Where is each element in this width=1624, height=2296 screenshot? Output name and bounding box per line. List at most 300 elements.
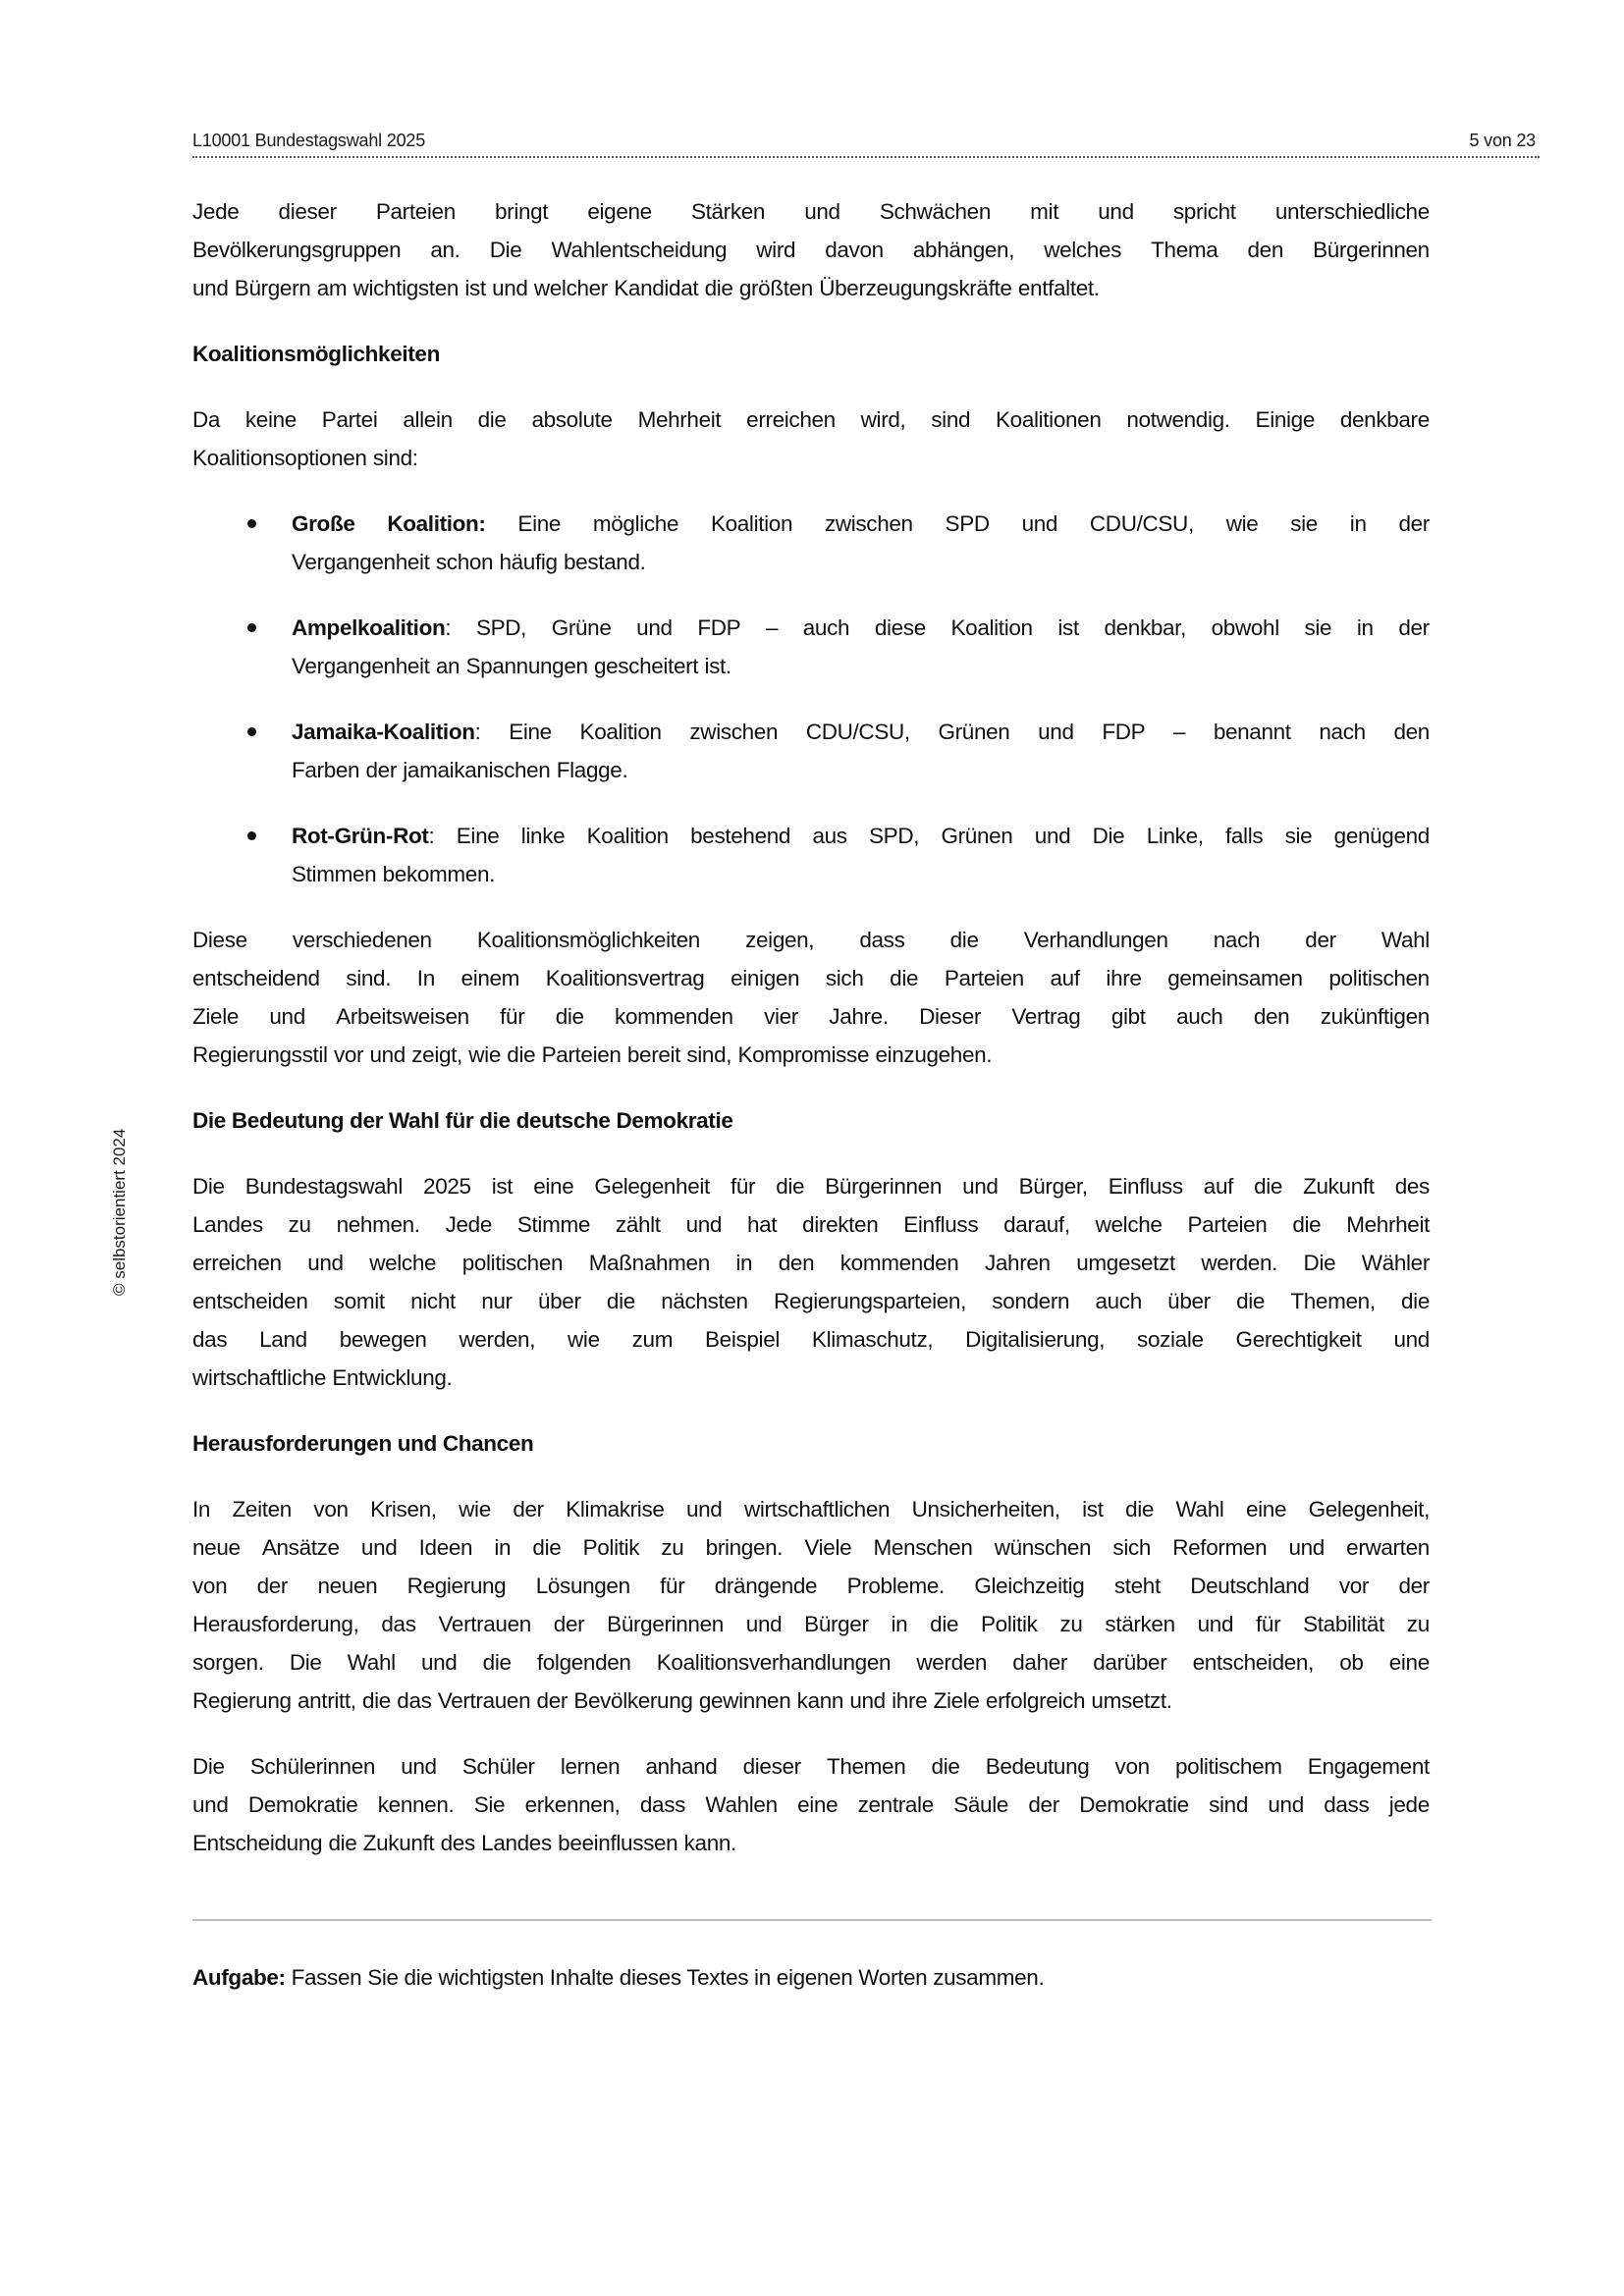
word: Ideen [418,1535,473,1560]
word: Schwächen [879,199,992,224]
word: den [1247,238,1284,262]
text-line [192,1824,1430,1862]
text-line [192,921,1430,959]
word: Stabilität [1303,1612,1384,1636]
paragraph [192,1167,1430,1397]
word: Demokratie [247,1792,358,1817]
word: die [1236,1289,1266,1313]
word: Bevölkerung [573,1688,693,1713]
word: obwohl [1211,615,1279,640]
word: anhand [645,1754,718,1779]
word: sich [1112,1535,1152,1560]
word: Überzeugungskräfte [819,276,1012,300]
word: Verhandlungen [1023,928,1168,952]
word: sich [825,966,864,990]
word: direkten [802,1212,879,1237]
word: Parteien [944,966,1024,990]
word: und [369,1042,406,1067]
word: gibt [1110,1004,1146,1029]
word: der [256,1574,289,1598]
word: Menschen [873,1535,973,1560]
word: Ziele [192,1004,240,1029]
word: und [307,1251,344,1275]
word: Bundestagswahl [244,1174,403,1199]
word: wirtschaftliche [192,1365,327,1390]
word: denkbar, [1104,615,1186,640]
word: ihre [892,1688,928,1713]
word: Wahlentscheidung [551,238,728,262]
text-line [292,609,1430,647]
word: von [313,1497,349,1522]
word: Mehrheit [637,407,722,432]
word: und [1021,511,1058,536]
word: sind [1209,1792,1249,1817]
word: werden [916,1650,988,1675]
word: zu [288,1212,311,1237]
word: an [435,654,460,678]
word: sie [1304,615,1332,640]
word: einem [460,966,520,990]
word: Probleme. [846,1574,945,1598]
word: der [1305,928,1336,952]
word: am [316,276,348,300]
word: sind. [346,966,392,990]
word: politischem [1174,1754,1282,1779]
word: Koalition [586,824,669,848]
word: bewegen [339,1327,427,1352]
word: Entscheidung [192,1831,323,1855]
word: welches [1044,238,1122,262]
word: sie [1284,824,1313,848]
word: die [532,1535,562,1560]
word: Land [259,1327,307,1352]
word: Grünen [938,720,1010,744]
coalition-list [192,505,1430,893]
word: die [1292,1212,1322,1237]
text-line [292,855,1430,893]
list-item [192,609,1430,685]
task-text: Fassen Sie die wichtigsten Inhalte dieses Textes in eigenen Worten zusammen. [285,1965,1045,1990]
word: ist [1082,1497,1104,1522]
word: vor [333,1042,364,1067]
word: Zeiten [232,1497,292,1522]
word: ob [1339,1650,1364,1675]
word: sind: [372,446,418,470]
word: zeigt, [411,1042,462,1067]
word: die [482,1650,512,1675]
word: die [1401,1289,1430,1313]
word: Wähler [1361,1251,1430,1275]
text-line [292,817,1430,855]
word: Koalitionsvertrag [545,966,705,990]
word: in [494,1535,512,1560]
word: Klimakrise [566,1497,665,1522]
word: sondern [992,1289,1070,1313]
text-line [292,713,1430,751]
word: Regierungsstil [192,1042,328,1067]
word: Thema [1151,238,1218,262]
word: entscheidend [192,966,320,990]
word: Einfluss [1108,1174,1183,1199]
word: Da [192,407,221,432]
word: Partei [321,407,378,432]
word: schon [435,550,494,574]
word: Zukunft [1303,1174,1375,1199]
word: bestand. [564,550,646,574]
word: der [1028,1792,1059,1817]
word: Stimme [516,1212,591,1237]
word: werden. [1201,1251,1278,1275]
list-item [192,505,1430,581]
word: und [962,1174,999,1199]
word: Krisen, [370,1497,437,1522]
text-line [192,997,1430,1036]
word: eine [533,1174,574,1199]
word: ihre [1106,966,1142,990]
word: die [1254,1174,1283,1199]
text-line [292,751,1430,789]
word: Bürgerinnen [1313,238,1430,262]
word: der [513,1497,544,1522]
word: diese [874,615,926,640]
word: und [1288,1535,1325,1560]
word: nur [481,1289,513,1313]
word: darauf, [1003,1212,1070,1237]
word: und [685,1497,723,1522]
word: Demokratie [1079,1792,1189,1817]
word: drängende [714,1574,818,1598]
word: die [930,1612,959,1636]
text-line [192,1036,1430,1074]
document-body [192,192,1430,1890]
word: Klimaschutz, [811,1327,934,1352]
word: Säule [953,1792,1009,1817]
word: bestehend [690,824,791,848]
word: Vertrag [1011,1004,1081,1029]
word: keine [244,407,297,432]
word: Bedeutung [985,1754,1090,1779]
coalition-term-word: Jamaika-Koalition: [292,720,481,744]
word: das [397,1688,432,1713]
word: Grünen [941,824,1013,848]
word: sind, [686,1042,732,1067]
word: Maßnahmen [588,1251,710,1275]
word: welche [1095,1212,1163,1237]
word: Beispiel [705,1327,781,1352]
word: Jede [445,1212,492,1237]
word: in [735,1251,753,1275]
word: die [507,1042,536,1067]
text-line [192,1282,1430,1320]
word: neuen [317,1574,378,1598]
word: Gelegenheit, [1308,1497,1430,1522]
word: zum [631,1327,674,1352]
word: daher [1012,1650,1068,1675]
paragraph [192,400,1430,477]
word: und [360,1535,398,1560]
word: Gleichzeitig [974,1574,1085,1598]
copyright-notice: © selbstorientiert 2024 [110,1128,129,1296]
word: die [477,407,507,432]
text-line [192,1567,1430,1605]
word: jede [1388,1792,1430,1817]
word: wie [459,1497,491,1522]
text-line [192,400,1430,439]
word: nächsten [661,1289,748,1313]
word: FDP [697,615,741,640]
word: in [891,1612,908,1636]
word: Gelegenheit [594,1174,710,1199]
word: SPD, [475,615,527,640]
word: und [492,276,528,300]
word: Arbeitsweisen [336,1004,469,1029]
bullet-icon [247,727,256,736]
word: umgesetzt [1076,1251,1175,1275]
word: SPD [945,511,990,536]
word: für [500,1004,525,1029]
word: politischen [461,1251,564,1275]
word: mit [1030,199,1059,224]
paragraph [192,192,1430,307]
word: Zukunft [362,1831,435,1855]
word: dass [639,1792,686,1817]
word: der [1398,615,1430,640]
word: über [537,1289,581,1313]
word: wirtschaftlichen [743,1497,891,1522]
word: falls [1224,824,1264,848]
word: sind [931,407,971,432]
word: In [416,966,435,990]
word: auf [1050,966,1080,990]
word: kommenden [615,1004,733,1029]
word: gemeinsamen [1167,966,1303,990]
word: neue [192,1535,241,1560]
word: entscheiden [192,1289,308,1313]
word: auf [1203,1174,1234,1199]
word: Koalitionsmöglichkeiten [476,928,700,952]
text-line [192,231,1430,269]
word: dass [1324,1792,1370,1817]
word: nach [1319,720,1366,744]
word: die [949,928,979,952]
word: kann. [683,1831,736,1855]
text-line [192,959,1430,997]
text-line [192,1205,1430,1244]
word: Lösungen [535,1574,630,1598]
word: an. [430,238,460,262]
paragraph [192,1747,1430,1862]
word: bringt [495,199,549,224]
word: Schülerinnen [249,1754,376,1779]
word: Digitalisierung, [965,1327,1106,1352]
word: gescheitert [593,654,699,678]
word: Koalition [710,511,793,536]
word: einigen [731,966,800,990]
word: benannt [1213,720,1291,744]
word: stärken [1105,1612,1175,1636]
word: der [536,1688,568,1713]
word: Parteien [1187,1212,1268,1237]
word: bekommen. [382,862,496,886]
word: FDP [1102,720,1146,744]
word: darüber [1093,1650,1167,1675]
word: Regierung [192,1688,292,1713]
word: Bürger, [1018,1174,1088,1199]
word: umsetzt. [1091,1688,1172,1713]
page-header [192,127,1540,158]
word: Jahren [984,1251,1051,1275]
task-label: Aufgabe: [192,1965,286,1990]
word: und [192,276,229,300]
word: Regierungsparteien, [774,1289,966,1313]
word: genügend [1333,824,1430,848]
word: kann [796,1688,844,1713]
word: und [1034,824,1071,848]
word: erkennen, [524,1792,621,1817]
word: bereit [626,1042,681,1067]
word: ist [464,276,486,300]
word: von [1114,1754,1150,1779]
word: ist [491,1174,514,1199]
word: CDU/CSU, [805,720,910,744]
text-line [192,1605,1430,1643]
word: den [1253,1004,1290,1029]
word: der [365,758,397,782]
word: vier [764,1004,798,1029]
word: von [192,1574,228,1598]
word: die [555,1004,584,1029]
word: werden, [459,1327,536,1352]
word: eine [797,1792,839,1817]
word: Wahl [347,1650,396,1675]
word: und [1098,199,1134,224]
text-line [292,543,1430,581]
word: des [1394,1174,1430,1199]
word: Vertrauen [438,1612,531,1636]
word: wie [468,1042,501,1067]
word: Entwicklung. [332,1365,453,1390]
word: aus [812,824,847,848]
word: entfaltet. [1017,276,1100,300]
word: der [553,1612,585,1636]
word: 2025 [423,1174,471,1199]
coalition-term-word: Große [292,511,355,536]
word: dieser [278,199,337,224]
bullet-icon [247,831,256,840]
word: die [890,966,919,990]
word: antritt, [297,1688,356,1713]
word: und [269,1004,305,1029]
paragraph [192,1490,1430,1720]
word: Wahlen [705,1792,778,1817]
word: Spannungen [465,654,588,678]
word: Gerechtigkeit [1235,1327,1362,1352]
word: Wahl [1380,928,1430,952]
word: politischen [1328,966,1430,990]
document-title: L10001 Bundestagswahl 2025 [192,131,426,150]
word: wird [756,238,796,262]
word: Vergangenheit [292,654,430,678]
word: und [192,1792,229,1817]
word: das [381,1612,416,1636]
word: allein [403,407,453,432]
word: wichtigsten [352,276,460,300]
word: unterschiedliche [1274,199,1430,224]
section-divider [192,1919,1432,1921]
text-line [192,1359,1430,1397]
word: gewinnen [698,1688,791,1713]
word: Einfluss [903,1212,979,1237]
word: Linke, [1146,824,1204,848]
word: Die [1092,824,1125,848]
text-line [192,192,1430,231]
word: für [660,1574,685,1598]
word: zählt [615,1212,661,1237]
word: ist [1057,615,1079,640]
word: die [606,1289,635,1313]
text-line [192,1682,1430,1720]
word: Themen, [1290,1289,1376,1313]
word: nicht [410,1289,456,1313]
word: bringen. [705,1535,784,1560]
word: der [1398,1574,1430,1598]
word: Koalitionen [996,407,1102,432]
word: CDU/CSU, [1089,511,1194,536]
word: in [1349,511,1367,536]
word: Kompromisse [737,1042,870,1067]
paragraph [192,921,1430,1074]
word: Flagge. [556,758,628,782]
word: und [849,1688,886,1713]
word: – [1172,720,1186,744]
word: wird, [860,407,906,432]
coalition-term-word: Rot-Grün-Rot: [292,824,435,848]
word: In [192,1497,211,1522]
word: die [776,1174,805,1199]
word: Stimmen [292,862,377,886]
text-line [192,1490,1430,1528]
word: wie [1225,511,1259,536]
word: eigene [587,199,652,224]
word: soziale [1137,1327,1204,1352]
word: für [730,1174,756,1199]
word: Jede [192,199,240,224]
word: Die [192,1754,225,1779]
word: eine [1388,1650,1430,1675]
section-heading: Die Bedeutung der Wahl für die deutsche Demokratie [192,1108,733,1133]
word: linke [520,824,566,848]
word: beeinflussen [558,1831,678,1855]
word: Schüler [461,1754,535,1779]
word: Landes [481,1831,552,1855]
word: zeigen, [745,928,815,952]
word: und [401,1754,437,1779]
word: spricht [1172,199,1236,224]
word: lernen [560,1754,621,1779]
word: Ansätze [261,1535,340,1560]
word: sorgen. [192,1650,264,1675]
word: und [1038,720,1074,744]
section-heading: Herausforderungen und Chancen [192,1431,534,1456]
text-line [192,269,1430,307]
word: Landes [192,1212,263,1237]
word: Vergangenheit [292,550,430,574]
word: auch [1176,1004,1223,1029]
word: SPD, [869,824,920,848]
word: für [1256,1612,1281,1636]
word: erwarten [1346,1535,1430,1560]
word: Vertrauen [437,1688,531,1713]
